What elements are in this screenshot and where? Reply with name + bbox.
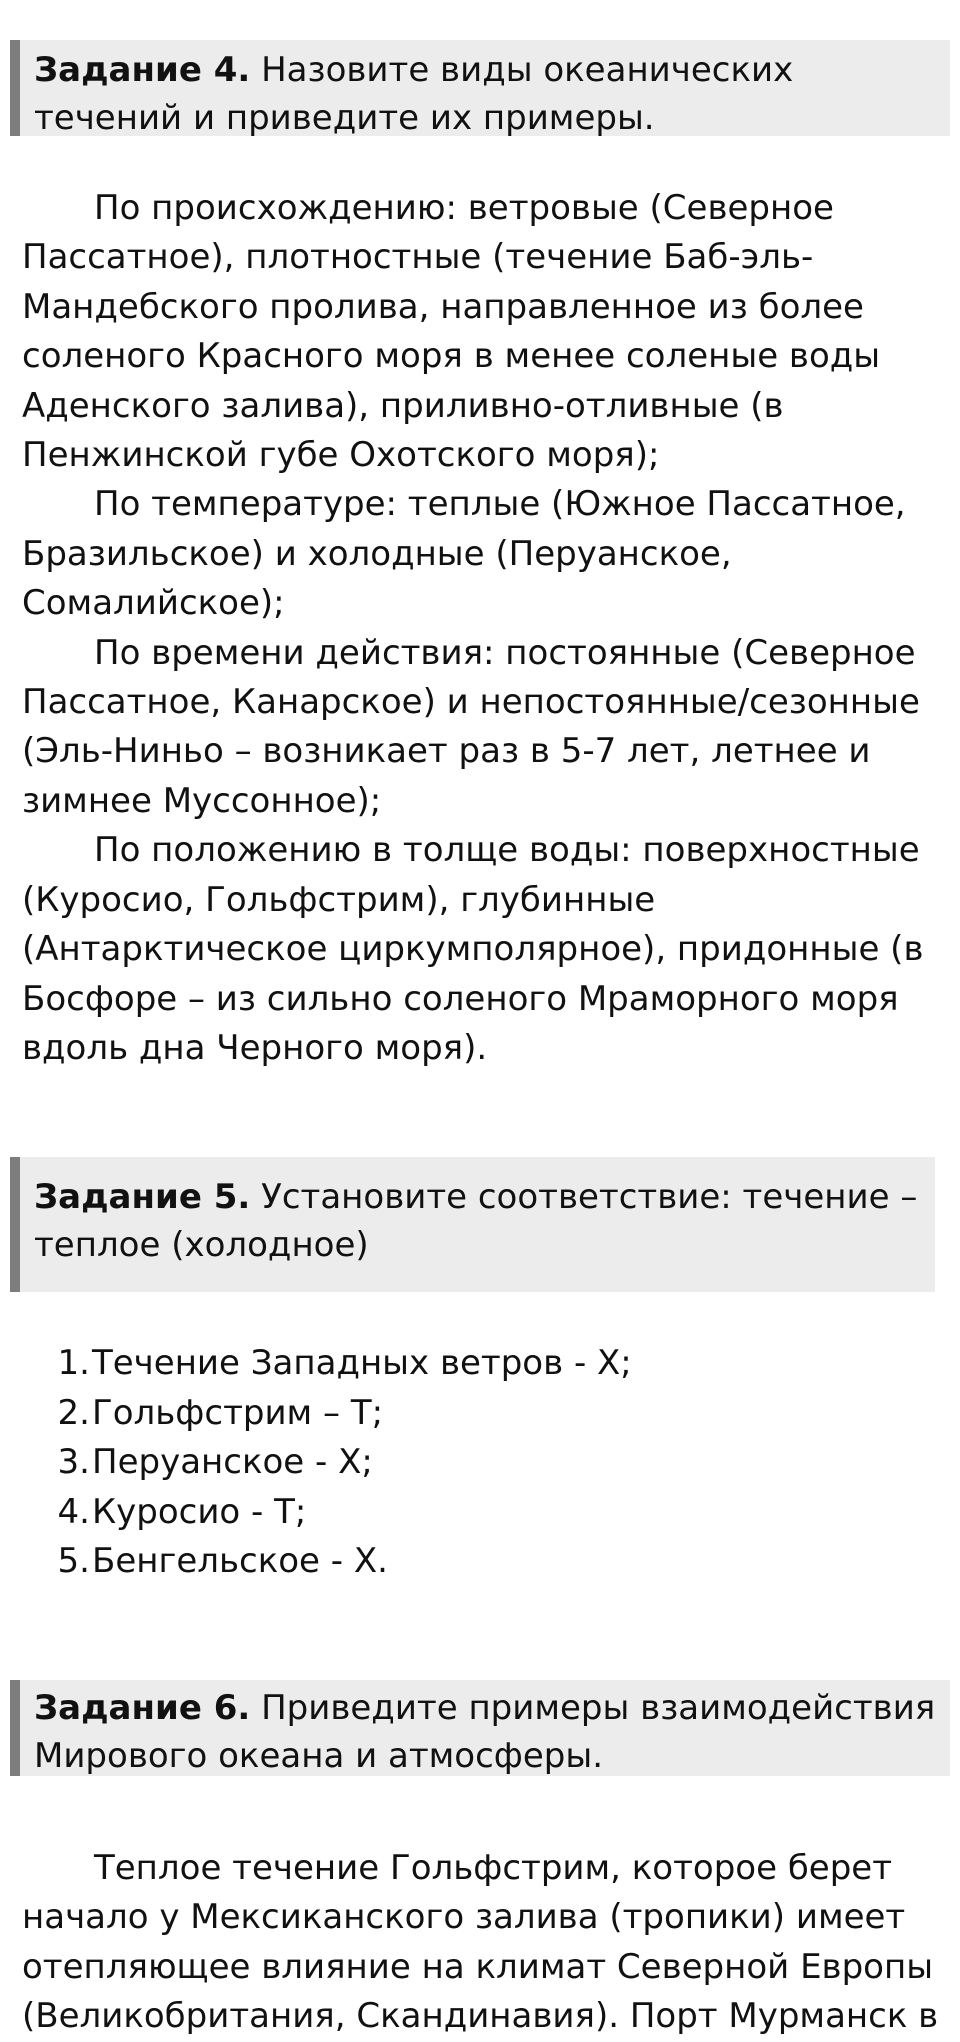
list-item-text: Бенгельское - Х.	[92, 1541, 388, 1581]
answer-paragraph: По происхождению: ветровые (Северное Пассатное), плотностные (течение Баб-эль-Мандебского пролива, направленное из более соленого Красного моря в менее соленые воды Аденского залива), приливно-отливные (в Пенжинской губе Охотского моря);	[22, 188, 881, 476]
answer-paragraph: По времени действия: постоянные (Северное Пассатное, Канарское) и непостоянные/сезонные (Эль-Ниньо – возникает раз в 5-7 лет, летнее и зимнее Муссонное);	[22, 632, 920, 821]
list-item-number: 1.	[57, 1343, 90, 1383]
list-item	[22, 1438, 632, 1488]
list-item	[22, 1537, 632, 1587]
list-item-number: 3.	[57, 1442, 90, 1482]
task-6-header	[10, 1680, 950, 1776]
task-6-answer	[22, 1844, 942, 2042]
answer-paragraph: По положению в толще воды: поверхностные (Куросио, Гольфстрим), глубинные (Антарктическое циркумполярное), придонные (в Босфоре – из сильно соленого Мраморного моря вдоль дна Черного моря).	[22, 830, 924, 1068]
task-4-question: Назовите виды океанических течений и приведите их примеры.	[34, 50, 794, 138]
task-5-label: Задание 5.	[34, 1177, 251, 1217]
list-item-text: Куросио - Т;	[92, 1491, 307, 1532]
task-4-answer	[22, 184, 942, 1073]
list-item-number: 2.	[57, 1392, 90, 1433]
list-item-number: 4.	[57, 1491, 90, 1532]
answer-paragraph: Теплое течение Гольфстрим, которое берет начало у Мексиканского залива (тропики) имеет отепляющее влияние на климат Северной Европы (Великобритания, Скандинавия). Порт Мурманск в	[22, 1848, 939, 2037]
task-4-label: Задание 4.	[34, 50, 251, 90]
task-6-label: Задание 6.	[34, 1688, 251, 1728]
list-item	[22, 1488, 632, 1538]
list-item-text: Перуанское - Х;	[92, 1442, 373, 1482]
task-6-question: Приведите примеры взаимодействия Мирового океана и атмосферы.	[34, 1688, 936, 1776]
list-item-text: Гольфстрим – Т;	[92, 1392, 384, 1433]
list-item	[22, 1389, 632, 1439]
task-5-answer-list	[22, 1339, 632, 1587]
task-5-question: Установите соответствие: течение – теплое (холодное)	[34, 1177, 918, 1265]
list-item	[22, 1339, 632, 1389]
list-item-number: 5.	[57, 1541, 90, 1581]
task-4-header	[10, 40, 950, 136]
list-item-text: Течение Западных ветров - Х;	[92, 1343, 632, 1383]
answer-paragraph: По температуре: теплые (Южное Пассатное, Бразильское) и холодные (Перуанское, Сомалийское);	[22, 484, 906, 624]
task-5-header	[10, 1157, 935, 1292]
